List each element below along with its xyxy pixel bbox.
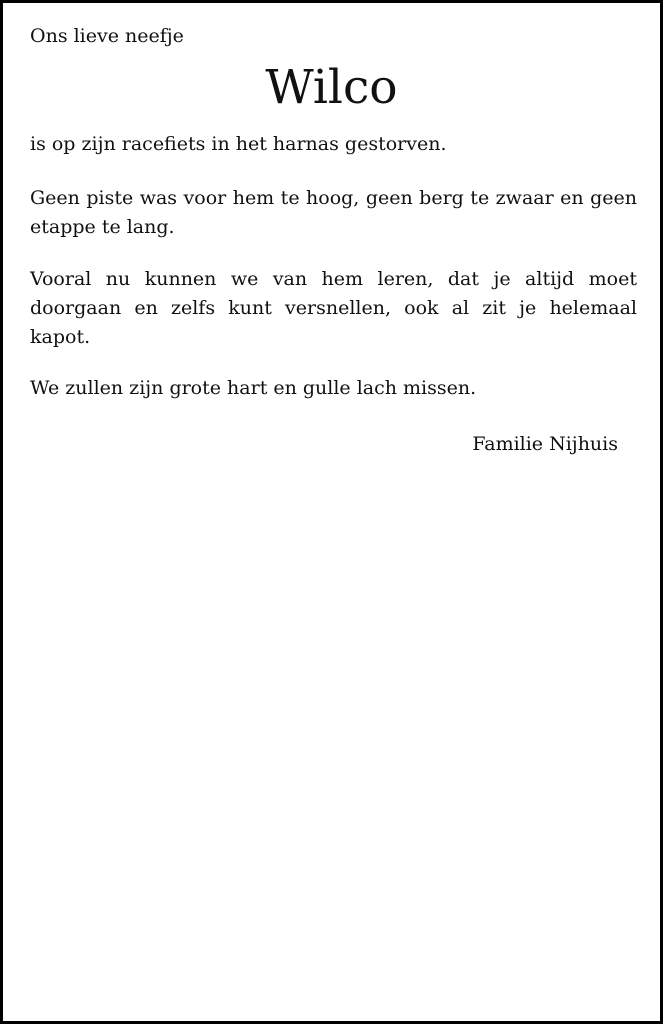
paragraph-1: is op zijn racefiets in het harnas gestorven. <box>30 133 447 155</box>
paragraph-3: Vooral nu kunnen we van hem leren, dat je altijd moet doorgaan en zelfs kunt versnellen, ook al zit je helemaal kapot. <box>30 268 637 348</box>
paragraph-4: We zullen zijn grote hart en gulle lach missen. <box>30 377 477 399</box>
paragraph-2: Geen piste was voor hem te hoog, geen berg te zwaar en geen etappe te lang. <box>30 187 637 238</box>
intro-line: Ons lieve neefje <box>30 25 184 47</box>
deceased-name: Wilco <box>265 60 398 115</box>
signature: Familie Nijhuis <box>472 433 618 455</box>
